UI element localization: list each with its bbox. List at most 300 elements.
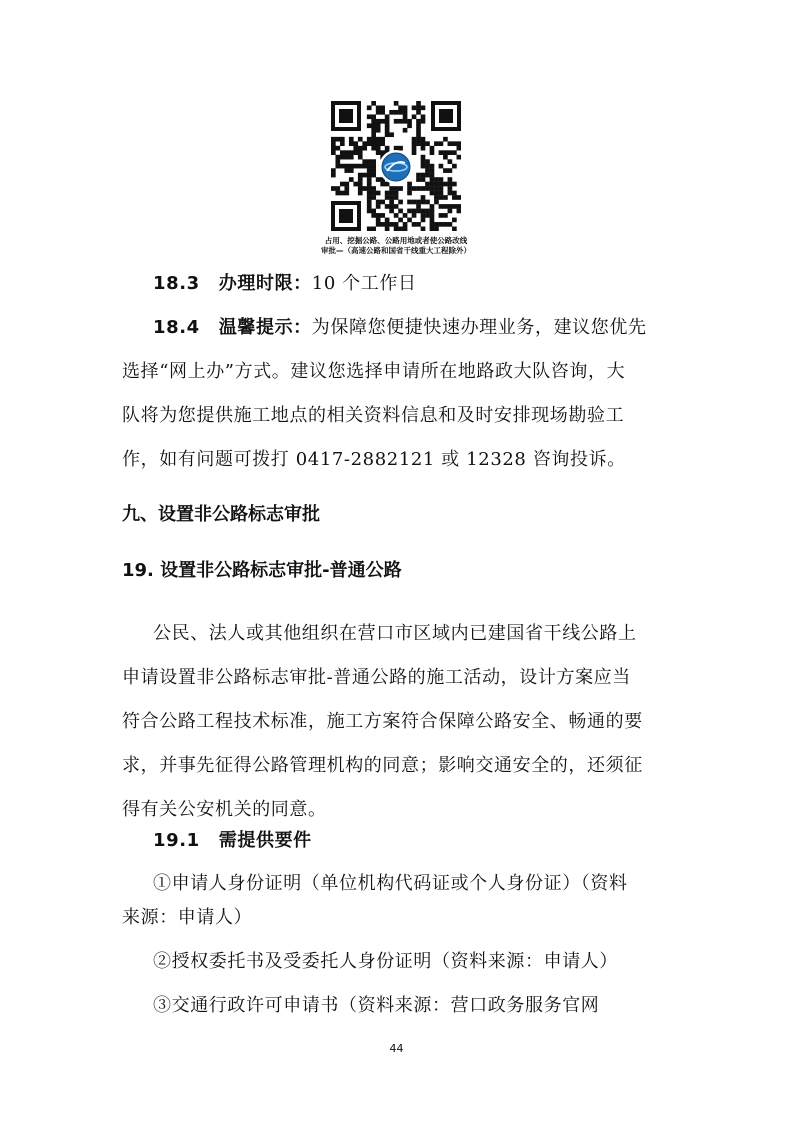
qr-module — [371, 173, 376, 178]
qr-module — [421, 213, 426, 218]
qr-module — [389, 110, 394, 115]
list-item-continuation: 来源：申请人） — [122, 907, 253, 928]
qr-module — [430, 191, 435, 196]
qr-module — [335, 155, 340, 160]
qr-module — [412, 137, 417, 142]
qr-module — [371, 101, 376, 106]
qr-module — [416, 123, 421, 128]
qr-module — [362, 141, 367, 146]
qr-module — [416, 173, 421, 178]
section-heading-19: 19. 设置非公路标志审批-普通公路 — [122, 560, 402, 581]
section-18-3 — [153, 272, 417, 296]
qr-module — [439, 150, 444, 155]
qr-module — [331, 168, 336, 173]
qr-module — [430, 164, 435, 169]
section-label: 需提供要件 — [218, 830, 312, 851]
qr-module — [358, 164, 363, 169]
qr-module — [371, 159, 376, 164]
qr-module — [358, 186, 363, 191]
qr-module — [407, 218, 412, 223]
qr-module — [362, 146, 367, 151]
section-18-4 — [153, 316, 647, 340]
qr-module — [331, 173, 336, 178]
section-number: 18.4 — [153, 317, 200, 338]
qr-module — [362, 164, 367, 169]
qr-caption-line2: 审批—（高速公路和国省干线重大工程除外） — [321, 246, 471, 255]
qr-module — [403, 119, 408, 124]
qr-module — [367, 141, 372, 146]
qr-module — [416, 209, 421, 214]
qr-module — [349, 150, 354, 155]
qr-module — [362, 173, 367, 178]
qr-module — [385, 204, 390, 209]
qr-module — [376, 128, 381, 133]
qr-module — [421, 195, 426, 200]
qr-module — [457, 204, 461, 209]
qr-module — [340, 164, 345, 169]
qr-module — [430, 227, 435, 231]
qr-module — [412, 186, 417, 191]
qr-module — [434, 222, 439, 227]
qr-module — [448, 159, 453, 164]
qr-module — [421, 173, 426, 178]
qr-module — [452, 150, 457, 155]
paragraph-line: 申请设置非公路标志审批-普通公路的施工活动，设计方案应当 — [122, 667, 631, 688]
qr-module — [443, 182, 448, 187]
qr-module — [448, 177, 453, 182]
qr-module — [371, 128, 376, 133]
section-number: 19.1 — [153, 830, 200, 851]
qr-module — [380, 110, 385, 115]
qr-module — [349, 177, 354, 182]
qr-module — [448, 191, 453, 196]
qr-module — [371, 227, 376, 231]
qr-module — [416, 200, 421, 205]
qr-module — [439, 191, 444, 196]
qr-caption-line1: 占用、挖掘公路、公路用地或者使公路改线 — [324, 236, 468, 245]
qr-module — [421, 227, 426, 231]
qr-module — [385, 195, 390, 200]
qr-code-graphic — [331, 101, 461, 231]
qr-module — [385, 227, 390, 231]
qr-module — [439, 213, 444, 218]
qr-module — [380, 213, 385, 218]
qr-module — [421, 105, 426, 110]
qr-module — [394, 222, 399, 227]
qr-module — [403, 222, 408, 227]
qr-module — [398, 209, 403, 214]
list-item: ②授权委托书及受委托人身份证明（资料来源：申请人） — [153, 951, 618, 972]
qr-module — [403, 105, 408, 110]
qr-module — [371, 123, 376, 128]
qr-module — [434, 141, 439, 146]
qr-module — [416, 119, 421, 124]
qr-module — [376, 137, 381, 142]
qr-module — [439, 222, 444, 227]
qr-module — [367, 123, 372, 128]
qr-module — [421, 155, 426, 160]
qr-module — [443, 155, 448, 160]
qr-module — [349, 141, 354, 146]
qr-module — [416, 141, 421, 146]
qr-module — [344, 164, 349, 169]
qr-module — [358, 146, 363, 151]
qr-module — [421, 200, 426, 205]
qr-module — [407, 186, 412, 191]
qr-module — [398, 119, 403, 124]
qr-module — [394, 213, 399, 218]
paragraph-line: 选择“网上办”方式。建议您选择申请所在地路政大队咨询，大 — [122, 361, 626, 382]
qr-module — [421, 119, 426, 124]
qr-module — [448, 186, 453, 191]
qr-module — [340, 137, 345, 142]
qr-module — [430, 213, 435, 218]
qr-module — [367, 177, 372, 182]
qr-module — [376, 146, 381, 151]
qr-module — [398, 105, 403, 110]
qr-module — [389, 209, 394, 214]
qr-module — [421, 146, 426, 151]
qr-module — [452, 227, 457, 231]
qr-module — [367, 195, 372, 200]
qr-module — [416, 204, 421, 209]
qr-module — [398, 146, 403, 151]
qr-module — [367, 204, 372, 209]
qr-module — [457, 141, 461, 146]
qr-module — [385, 132, 390, 137]
qr-module — [380, 182, 385, 187]
qr-module — [371, 137, 376, 142]
qr-module — [416, 101, 421, 106]
qr-module — [416, 110, 421, 115]
qr-module — [430, 204, 435, 209]
qr-module — [407, 182, 412, 187]
qr-module — [358, 191, 363, 196]
qr-module — [443, 213, 448, 218]
list-item: ③交通行政许可申请书（资料来源：营口政务服务官网 — [153, 995, 600, 1016]
qr-module — [380, 222, 385, 227]
qr-module — [358, 173, 363, 178]
qr-module — [371, 119, 376, 124]
qr-module — [349, 155, 354, 160]
qr-module — [367, 182, 372, 187]
qr-module — [376, 177, 381, 182]
qr-module — [380, 141, 385, 146]
qr-module — [430, 218, 435, 223]
qr-module — [367, 227, 372, 231]
qr-module — [398, 110, 403, 115]
qr-module — [376, 150, 381, 155]
qr-module — [380, 200, 385, 205]
qr-module — [452, 218, 457, 223]
paragraph-line: 公民、法人或其他组织在营口市区域内已建国省干线公路上 — [153, 623, 637, 644]
qr-module — [371, 132, 376, 137]
qr-module — [385, 128, 390, 133]
qr-module — [331, 146, 336, 151]
qr-module — [367, 137, 372, 142]
qr-module — [425, 173, 430, 178]
qr-module — [358, 137, 363, 142]
qr-module — [434, 182, 439, 187]
qr-module — [344, 182, 349, 187]
qr-module — [421, 186, 426, 191]
qr-module — [331, 186, 336, 191]
qr-module — [403, 110, 408, 115]
qr-module — [398, 186, 403, 191]
qr-module — [403, 114, 408, 119]
qr-module — [412, 141, 417, 146]
qr-module — [439, 204, 444, 209]
qr-module — [421, 159, 426, 164]
qr-module — [412, 209, 417, 214]
qr-module — [448, 222, 453, 227]
qr-module — [371, 191, 376, 196]
section-label: 温馨提示： — [218, 317, 312, 338]
qr-module — [385, 119, 390, 124]
qr-module — [457, 146, 461, 151]
qr-module — [371, 213, 376, 218]
qr-module — [340, 150, 345, 155]
qr-module — [371, 209, 376, 214]
section-19-1 — [153, 829, 312, 853]
qr-module — [358, 182, 363, 187]
qr-module — [353, 164, 358, 169]
qr-module — [443, 204, 448, 209]
qr-module — [412, 150, 417, 155]
qr-module — [443, 168, 448, 173]
qr-module — [443, 195, 448, 200]
qr-module — [389, 191, 394, 196]
qr-module — [358, 155, 363, 160]
qr-module — [389, 204, 394, 209]
qr-module — [376, 218, 381, 223]
qr-module — [331, 141, 336, 146]
qr-module — [385, 123, 390, 128]
qr-module — [367, 173, 372, 178]
qr-module — [371, 168, 376, 173]
qr-module — [335, 146, 340, 151]
qr-module — [335, 137, 340, 142]
qr-module — [367, 200, 372, 205]
qr-module — [448, 141, 453, 146]
qr-module — [457, 195, 461, 200]
qr-module — [439, 182, 444, 187]
qr-module — [421, 177, 426, 182]
qr-module — [367, 191, 372, 196]
qr-code — [331, 101, 461, 231]
qr-module — [376, 123, 381, 128]
section-heading-9: 九、设置非公路标志审批 — [122, 504, 320, 525]
qr-module — [344, 168, 349, 173]
paragraph-line: 得有关公安机关的同意。 — [122, 799, 327, 820]
qr-module — [416, 177, 421, 182]
qr-module — [340, 141, 345, 146]
qr-module — [403, 128, 408, 133]
qr-module — [376, 222, 381, 227]
qr-module — [367, 168, 372, 173]
qr-module — [335, 191, 340, 196]
qr-module — [452, 191, 457, 196]
qr-module — [439, 177, 444, 182]
qr-module — [434, 186, 439, 191]
qr-module — [394, 119, 399, 124]
qr-module — [443, 150, 448, 155]
qr-module — [380, 105, 385, 110]
qr-module — [416, 132, 421, 137]
qr-module — [353, 150, 358, 155]
qr-module — [340, 191, 345, 196]
qr-module — [416, 137, 421, 142]
qr-module — [398, 227, 403, 231]
qr-module — [349, 137, 354, 142]
qr-module — [430, 173, 435, 178]
section-text: 10 个工作日 — [311, 273, 417, 294]
qr-module — [335, 186, 340, 191]
qr-module — [389, 222, 394, 227]
qr-module — [452, 182, 457, 187]
qr-module — [425, 182, 430, 187]
qr-module — [362, 159, 367, 164]
qr-module — [367, 209, 372, 214]
qr-module — [389, 132, 394, 137]
qr-module — [376, 141, 381, 146]
qr-module — [452, 141, 457, 146]
qr-module — [439, 164, 444, 169]
qr-module — [434, 227, 439, 231]
qr-module — [371, 141, 376, 146]
qr-module — [380, 119, 385, 124]
qr-module — [385, 218, 390, 223]
qr-module — [443, 137, 448, 142]
qr-module — [389, 200, 394, 205]
qr-module — [371, 186, 376, 191]
qr-module — [416, 128, 421, 133]
qr-module — [344, 191, 349, 196]
qr-module — [425, 159, 430, 164]
qr-module — [353, 182, 358, 187]
qr-module — [331, 137, 336, 142]
qr-module — [394, 186, 399, 191]
qr-module — [398, 218, 403, 223]
qr-module — [353, 141, 358, 146]
qr-module — [430, 177, 435, 182]
qr-module — [448, 168, 453, 173]
qr-module — [430, 209, 435, 214]
qr-module — [394, 101, 399, 106]
qr-module — [376, 213, 381, 218]
qr-module — [407, 123, 412, 128]
qr-module — [425, 186, 430, 191]
qr-module — [425, 168, 430, 173]
qr-module — [367, 114, 372, 119]
qr-module — [457, 155, 461, 160]
qr-module — [380, 150, 385, 155]
qr-module — [349, 168, 354, 173]
qr-module — [421, 218, 426, 223]
qr-module — [430, 168, 435, 173]
qr-module — [394, 227, 399, 231]
qr-module — [394, 191, 399, 196]
paragraph-line: 队将为您提供施工地点的相关资料信息和及时安排现场勘验工 — [122, 405, 625, 426]
qr-module — [439, 141, 444, 146]
qr-module — [407, 119, 412, 124]
qr-module — [376, 204, 381, 209]
qr-module — [425, 213, 430, 218]
qr-module — [367, 186, 372, 191]
qr-module — [385, 182, 390, 187]
qr-module — [448, 209, 453, 214]
qr-module — [407, 191, 412, 196]
qr-module — [403, 213, 408, 218]
qr-module — [434, 177, 439, 182]
list-item: ①申请人身份证明（单位机构代码证或个人身份证）（资料 — [153, 873, 628, 894]
qr-module — [367, 105, 372, 110]
qr-finder-top-right — [431, 101, 461, 131]
qr-module — [434, 200, 439, 205]
qr-module — [421, 137, 426, 142]
qr-module — [344, 186, 349, 191]
qr-module — [331, 150, 336, 155]
qr-module — [398, 200, 403, 205]
qr-module — [385, 222, 390, 227]
qr-module — [421, 141, 426, 146]
qr-module — [421, 164, 426, 169]
qr-module — [452, 195, 457, 200]
qr-module — [403, 227, 408, 231]
qr-module — [425, 141, 430, 146]
qr-module — [353, 146, 358, 151]
qr-module — [434, 191, 439, 196]
paragraph-line: 为保障您便捷快速办理业务，建议您优先 — [311, 317, 647, 338]
qr-module — [349, 164, 354, 169]
qr-module — [371, 114, 376, 119]
qr-module — [394, 195, 399, 200]
qr-module — [376, 105, 381, 110]
qr-module — [412, 222, 417, 227]
qr-module — [448, 204, 453, 209]
qr-module — [412, 146, 417, 151]
qr-module — [443, 222, 448, 227]
qr-module — [448, 150, 453, 155]
qr-module — [412, 114, 417, 119]
qr-module — [385, 191, 390, 196]
qr-module — [407, 200, 412, 205]
qr-module — [367, 159, 372, 164]
qr-module — [340, 155, 345, 160]
qr-module — [434, 195, 439, 200]
qr-module — [394, 110, 399, 115]
qr-module — [421, 209, 426, 214]
qr-finder-bottom-left — [331, 201, 361, 231]
qr-module — [371, 195, 376, 200]
qr-module — [376, 119, 381, 124]
qr-module — [385, 114, 390, 119]
qr-module — [394, 146, 399, 151]
qr-module — [439, 195, 444, 200]
qr-module — [335, 164, 340, 169]
qr-module — [416, 186, 421, 191]
section-number: 18.3 — [153, 273, 200, 294]
qr-module — [412, 200, 417, 205]
qr-module — [448, 182, 453, 187]
qr-module — [371, 146, 376, 151]
qr-module — [430, 146, 435, 151]
qr-module — [421, 114, 426, 119]
qr-module — [371, 164, 376, 169]
paragraph-line: 作，如有问题可拨打 0417-2882121 或 12328 咨询投诉。 — [122, 449, 626, 470]
qr-module — [425, 200, 430, 205]
qr-module — [394, 204, 399, 209]
